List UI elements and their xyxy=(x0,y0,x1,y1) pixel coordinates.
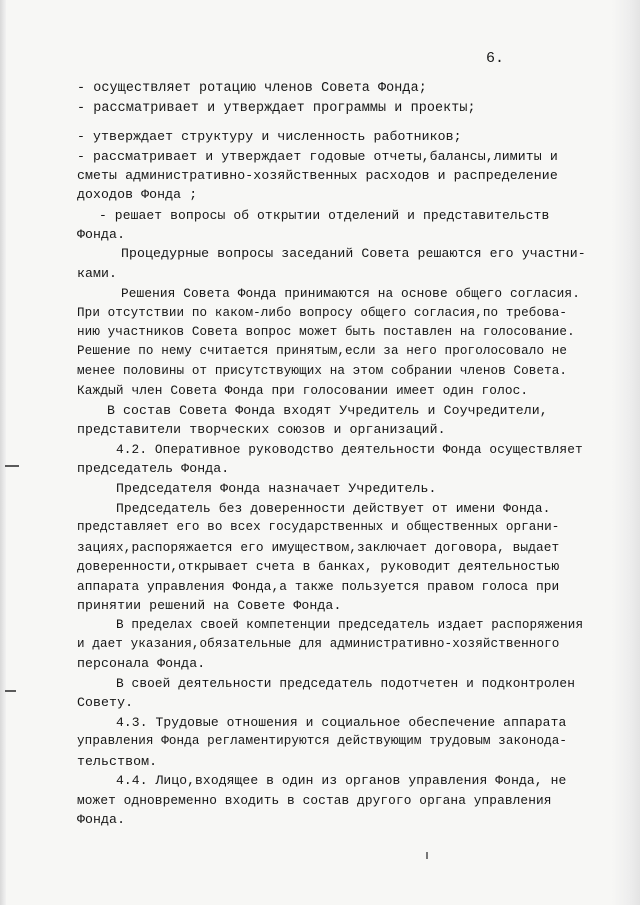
left-page-edge xyxy=(0,0,6,905)
scan-mark xyxy=(426,852,428,859)
text-line: нию участников Совета вопрос может быть поставлен на голосование. xyxy=(77,325,575,339)
text-line: В своей деятельности председатель подотчетен и подконтролен xyxy=(116,676,575,691)
text-line: доверенности,открывает счета в банках, руководит деятельностью xyxy=(77,559,560,574)
scan-mark xyxy=(5,690,16,692)
text-line: - рассматривает и утверждает годовые отчеты,балансы,лимиты и xyxy=(77,149,558,164)
text-line: При отсутствии по каком-либо вопросу общего согласия,по требова- xyxy=(77,306,568,320)
page-number: 6. xyxy=(486,50,505,67)
text-line: ками. xyxy=(77,266,118,281)
text-line: сметы административно-хозяйственных расходов и распределение xyxy=(77,168,558,183)
text-line: 4.2. Оперативное руководство деятельности Фонда осуществляет xyxy=(116,442,583,457)
text-line: Фонда. xyxy=(77,227,126,242)
text-line: представители творческих союзов и организаций. xyxy=(77,422,446,437)
right-page-edge xyxy=(612,0,640,905)
text-line: Решения Совета Фонда принимаются на основе общего согласия. xyxy=(121,286,580,301)
text-line: председатель Фонда. xyxy=(77,461,230,476)
text-line: 4.3. Трудовые отношения и социальное обеспечение аппарата xyxy=(116,715,567,730)
text-line: представляет его во всех государственных и общественных органи- xyxy=(77,520,560,534)
text-line: - рассматривает и утверждает программы и проекты; xyxy=(77,101,476,116)
text-line: и дает указания,обязательные для административно-хозяйственного xyxy=(77,637,560,651)
text-line: - осуществляет ротацию членов Совета Фонда; xyxy=(77,81,427,96)
scan-mark xyxy=(5,465,19,467)
text-line: - утверждает структуру и численность работников; xyxy=(77,129,462,144)
text-line: Фонда. xyxy=(77,812,126,827)
text-line: управления Фонда регламентируются действующим трудовым законода- xyxy=(77,734,568,748)
text-line: В состав Совета Фонда входят Учредитель и Соучредители, xyxy=(107,403,548,418)
text-line: принятии решений на Совете Фонда. xyxy=(77,598,342,613)
text-line: персонала Фонда. xyxy=(77,656,206,671)
text-line: Процедурные вопросы заседаний Совета решаются его участни- xyxy=(121,246,586,261)
text-line: Решение по нему считается принятым,если за него проголосовало не xyxy=(77,344,568,358)
text-line: Председатель без доверенности действует от имени Фонда. xyxy=(116,501,551,516)
text-line: доходов Фонда ; xyxy=(77,187,198,202)
text-line: В пределах своей компетенции председатель издает распоряжения xyxy=(116,618,584,632)
text-line: аппарата управления Фонда,а также пользуется правом голоса при xyxy=(77,579,560,594)
text-line: Совету. xyxy=(77,695,134,710)
text-line: может одновременно входить в состав другого органа управления xyxy=(77,793,552,808)
text-line: тельством. xyxy=(77,754,158,769)
text-line: - решает вопросы об открытии отделений и представительств xyxy=(99,208,550,223)
text-line: зациях,распоряжается его имуществом,заключает договора, выдает xyxy=(77,540,560,555)
text-line: Председателя Фонда назначает Учредитель. xyxy=(116,481,437,496)
text-line: менее половины от присутствующих на этом собрании членов Совета. xyxy=(77,364,568,378)
text-line: Каждый член Совета Фонда при голосовании имеет один голос. xyxy=(77,383,529,398)
text-line: 4.4. Лицо,входящее в один из органов управления Фонда, не xyxy=(116,773,567,788)
